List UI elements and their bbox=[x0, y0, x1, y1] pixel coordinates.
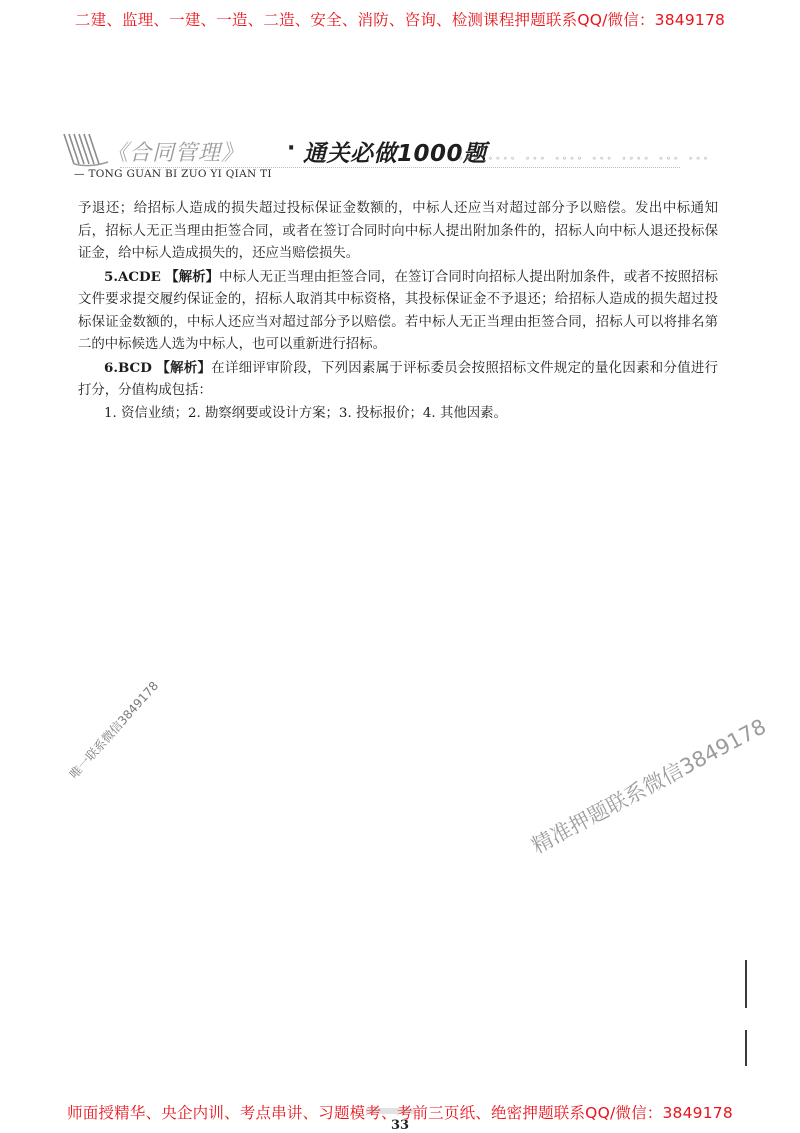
answer-5-key: 5.ACDE bbox=[104, 268, 161, 285]
header-pinyin: — TONG GUAN BI ZUO YI QIAN TI bbox=[74, 168, 272, 180]
top-promo-banner: 二建、监理、一建、一造、二造、安全、消防、咨询、检测课程押题联系QQ/微信：3849178 bbox=[74, 11, 726, 29]
answer-5-tag: 【解析】 bbox=[165, 268, 220, 285]
bottom-promo-banner: 师面授精华、央企内训、考点串讲、习题模考、考前三页纸、绝密押题联系QQ/微信：3849178 bbox=[67, 1104, 733, 1122]
answer-explanations bbox=[78, 198, 718, 425]
answer-6-tag: 【解析】 bbox=[156, 359, 212, 376]
watermark-right: 精准押题联系微信3849178 bbox=[527, 714, 770, 859]
page-number: 33 bbox=[390, 1118, 410, 1133]
book-title: 《合同管理》 bbox=[106, 141, 245, 166]
series-title: 通关必做1000题 bbox=[303, 141, 487, 167]
header-dot-ornament: ∘∘∘ ∘∘∘∘ ∘∘∘ ∘∘∘∘ ∘∘∘ ∘∘∘∘ ∘∘∘ ∘∘∘ bbox=[458, 154, 711, 164]
answer-6-list: 1. 资信业绩；2. 勘察纲要或设计方案；3. 投标报价；4. 其他因素。 bbox=[104, 405, 507, 421]
answer-5-text: 中标人无正当理由拒签合同，在签订合同时向招标人提出附加条件，或者不按照招标文件要求提交履约保证金的，招标人取消其中标资格，其投标保证金不予退还；给招标人造成的损失超过投标保证金数额的，中标人还应当对超过部分予以赔偿。若中标人无正当理由拒签合同，招标人可以将排名第二的中标候选人选为中标人，也可以重新进行招标。 bbox=[78, 269, 719, 352]
running-header bbox=[60, 132, 740, 184]
watermark-left: 唯一联系微信3849178 bbox=[66, 678, 162, 782]
striped-fan-icon bbox=[60, 132, 112, 168]
scan-edge-mark bbox=[745, 960, 747, 1008]
answer-6-key: 6.BCD bbox=[104, 359, 152, 376]
paragraph-continued: 予退还；给招标人造成的损失超过投标保证金数额的，中标人还应当对超过部分予以赔偿。发出中标通知后，招标人无正当理由拒签合同，或者在签订合同时向中标人提出附加条件的，招标人向中标人退还投标保证金，给中标人造成损失的，还应当赔偿损失。 bbox=[78, 201, 718, 261]
answer-6-text: 在详细评审阶段，下列因素属于评标委员会按照招标文件规定的量化因素和分值进行打分，分值构成包括： bbox=[78, 360, 719, 398]
answer-5 bbox=[78, 266, 718, 357]
title-separator: · bbox=[287, 136, 296, 161]
pinyin-text: TONG GUAN BI ZUO YI QIAN TI bbox=[88, 168, 272, 180]
scan-edge-mark bbox=[745, 1030, 747, 1066]
answer-6 bbox=[78, 357, 718, 403]
